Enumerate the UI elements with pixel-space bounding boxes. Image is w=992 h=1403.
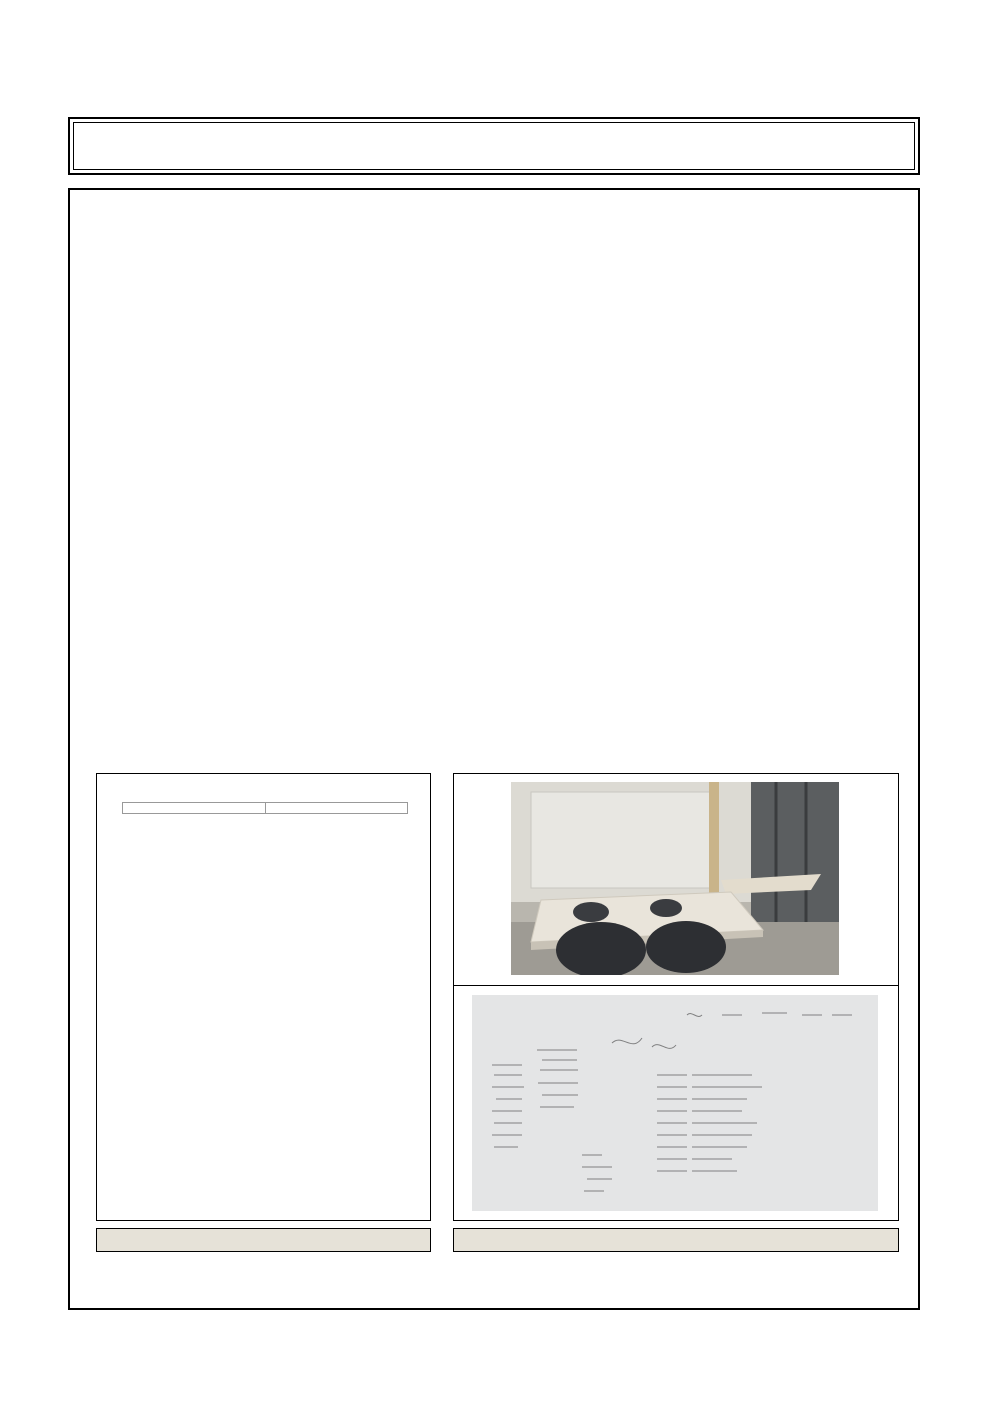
plan-caption <box>96 1228 431 1252</box>
header-inner <box>73 122 915 170</box>
paragraph-5 <box>94 391 898 422</box>
essay-text <box>94 204 898 422</box>
paragraph-4 <box>94 360 898 391</box>
paragraph-2 <box>94 266 898 297</box>
whiteboard-photo <box>472 995 878 1211</box>
paragraph-1 <box>94 204 898 235</box>
paragraph-3 <box>94 329 898 360</box>
plan-table-image <box>122 800 408 1192</box>
plan-banner <box>123 802 266 814</box>
calendar-cell <box>265 802 408 814</box>
study-room-photo <box>511 782 839 975</box>
room-caption <box>453 1228 899 1252</box>
header-box <box>68 117 920 175</box>
plan-calendar <box>122 802 408 814</box>
